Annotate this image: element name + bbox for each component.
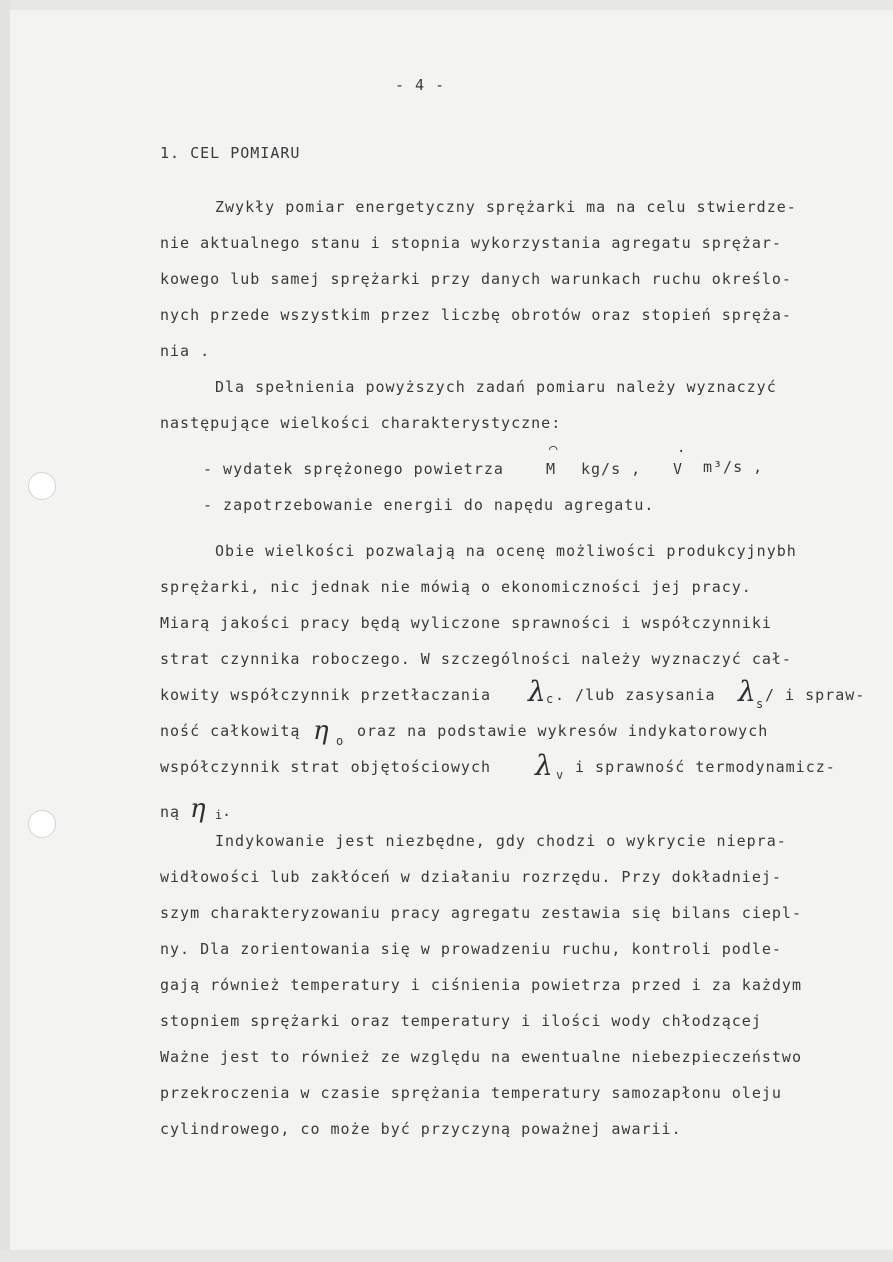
p3-line-1: Obie wielkości pozwalają na ocenę możliwości produkcyjnybh	[215, 542, 797, 560]
breve-mark-icon: ⌒	[549, 441, 558, 457]
p1-line-1: Zwykły pomiar energetyczny sprężarki ma na celu stwierdze-	[215, 198, 797, 216]
bullet-1-unit-v: m³/s ,	[703, 458, 764, 476]
bullet-2-text: - zapotrzebowanie energii do napędu agregatu.	[203, 496, 655, 514]
bullet-1-symbol-m: M	[546, 460, 557, 478]
p3-line-8-a: ną	[160, 803, 181, 821]
lambda-c-symbol: λ	[528, 675, 546, 708]
p2-line-1: Dla spełnienia powyższych zadań pomiaru należy wyznaczyć	[215, 378, 777, 396]
p4-line-4: ny. Dla zorientowania się w prowadzeniu ruchu, kontroli podle-	[160, 940, 782, 958]
lambda-s-symbol: λ	[738, 675, 756, 708]
p4-line-2: widłowości lub zakłóceń w działaniu rozrzędu. Przy dokładniej-	[160, 868, 782, 886]
p3-line-7-b: i sprawność termodynamicz-	[575, 758, 836, 776]
p1-line-2: nie aktualnego stanu i stopnia wykorzystania agregatu sprężar-	[160, 234, 782, 252]
bullet-1-text: - wydatek sprężonego powietrza	[203, 460, 504, 478]
lambda-v-subscript: v	[556, 768, 564, 782]
p3-line-6-b: oraz na podstawie wykresów indykatorowych	[357, 722, 769, 740]
p4-line-3: szym charakteryzowaniu pracy agregatu zestawia się bilans ciepl-	[160, 904, 802, 922]
p4-line-8: przekroczenia w czasie sprężania temperatury samozapłonu oleju	[160, 1084, 782, 1102]
p3-line-3: Miarą jakości pracy będą wyliczone sprawności i współczynniki	[160, 614, 772, 632]
eta-i-symbol: η	[190, 794, 206, 824]
p3-line-2: sprężarki, nic jednak nie mówią o ekonomiczności jej pracy.	[160, 578, 752, 596]
p3-line-4: strat czynnika roboczego. W szczególności należy wyznaczyć cał-	[160, 650, 792, 668]
eta-i-subscript: i	[215, 808, 223, 822]
p3-line-8-b: .	[222, 802, 233, 820]
p3-line-5-c: / i spraw-	[765, 686, 866, 704]
lambda-c-subscript: c	[546, 692, 554, 706]
p3-line-7-a: współczynnik strat objętościowych	[160, 758, 492, 776]
p4-line-7: Ważne jest to również ze względu na ewentualne niebezpieczeństwo	[160, 1048, 802, 1066]
p1-line-5: nia .	[160, 342, 211, 360]
scan-edge-bottom	[0, 1250, 893, 1262]
section-heading: 1. CEL POMIARU	[160, 144, 301, 162]
page-number: - 4 -	[395, 76, 446, 94]
lambda-s-subscript: s	[756, 697, 764, 711]
bullet-1-symbol-v: V	[673, 460, 684, 478]
lambda-v-symbol: λ	[535, 749, 553, 782]
p4-line-1: Indykowanie jest niezbędne, gdy chodzi o wykrycie niepra-	[215, 832, 787, 850]
p3-line-5-b: . /lub zasysania	[555, 686, 716, 704]
bullet-1-unit-m: kg/s ,	[581, 460, 642, 478]
eta-o-symbol: η	[313, 716, 329, 746]
p3-line-6-a: ność całkowitą	[160, 722, 301, 740]
p3-line-5-a: kowity współczynnik przetłaczania	[160, 686, 492, 704]
punch-hole-top	[28, 472, 56, 500]
p4-line-5: gają również temperatury i ciśnienia powietrza przed i za każdym	[160, 976, 802, 994]
p4-line-6: stopniem sprężarki oraz temperatury i ilości wody chłodzącej	[160, 1012, 762, 1030]
scan-edge-left	[0, 0, 10, 1262]
punch-hole-bottom	[28, 810, 56, 838]
dot-mark-icon: ·	[677, 444, 686, 460]
p4-line-9: cylindrowego, co może być przyczyną poważnej awarii.	[160, 1120, 682, 1138]
scan-edge-top	[0, 0, 893, 10]
eta-o-subscript: o	[336, 734, 344, 748]
p1-line-3: kowego lub samej sprężarki przy danych warunkach ruchu określo-	[160, 270, 792, 288]
p2-line-2: następujące wielkości charakterystyczne:	[160, 414, 562, 432]
p1-line-4: nych przede wszystkim przez liczbę obrotów oraz stopień spręża-	[160, 306, 792, 324]
